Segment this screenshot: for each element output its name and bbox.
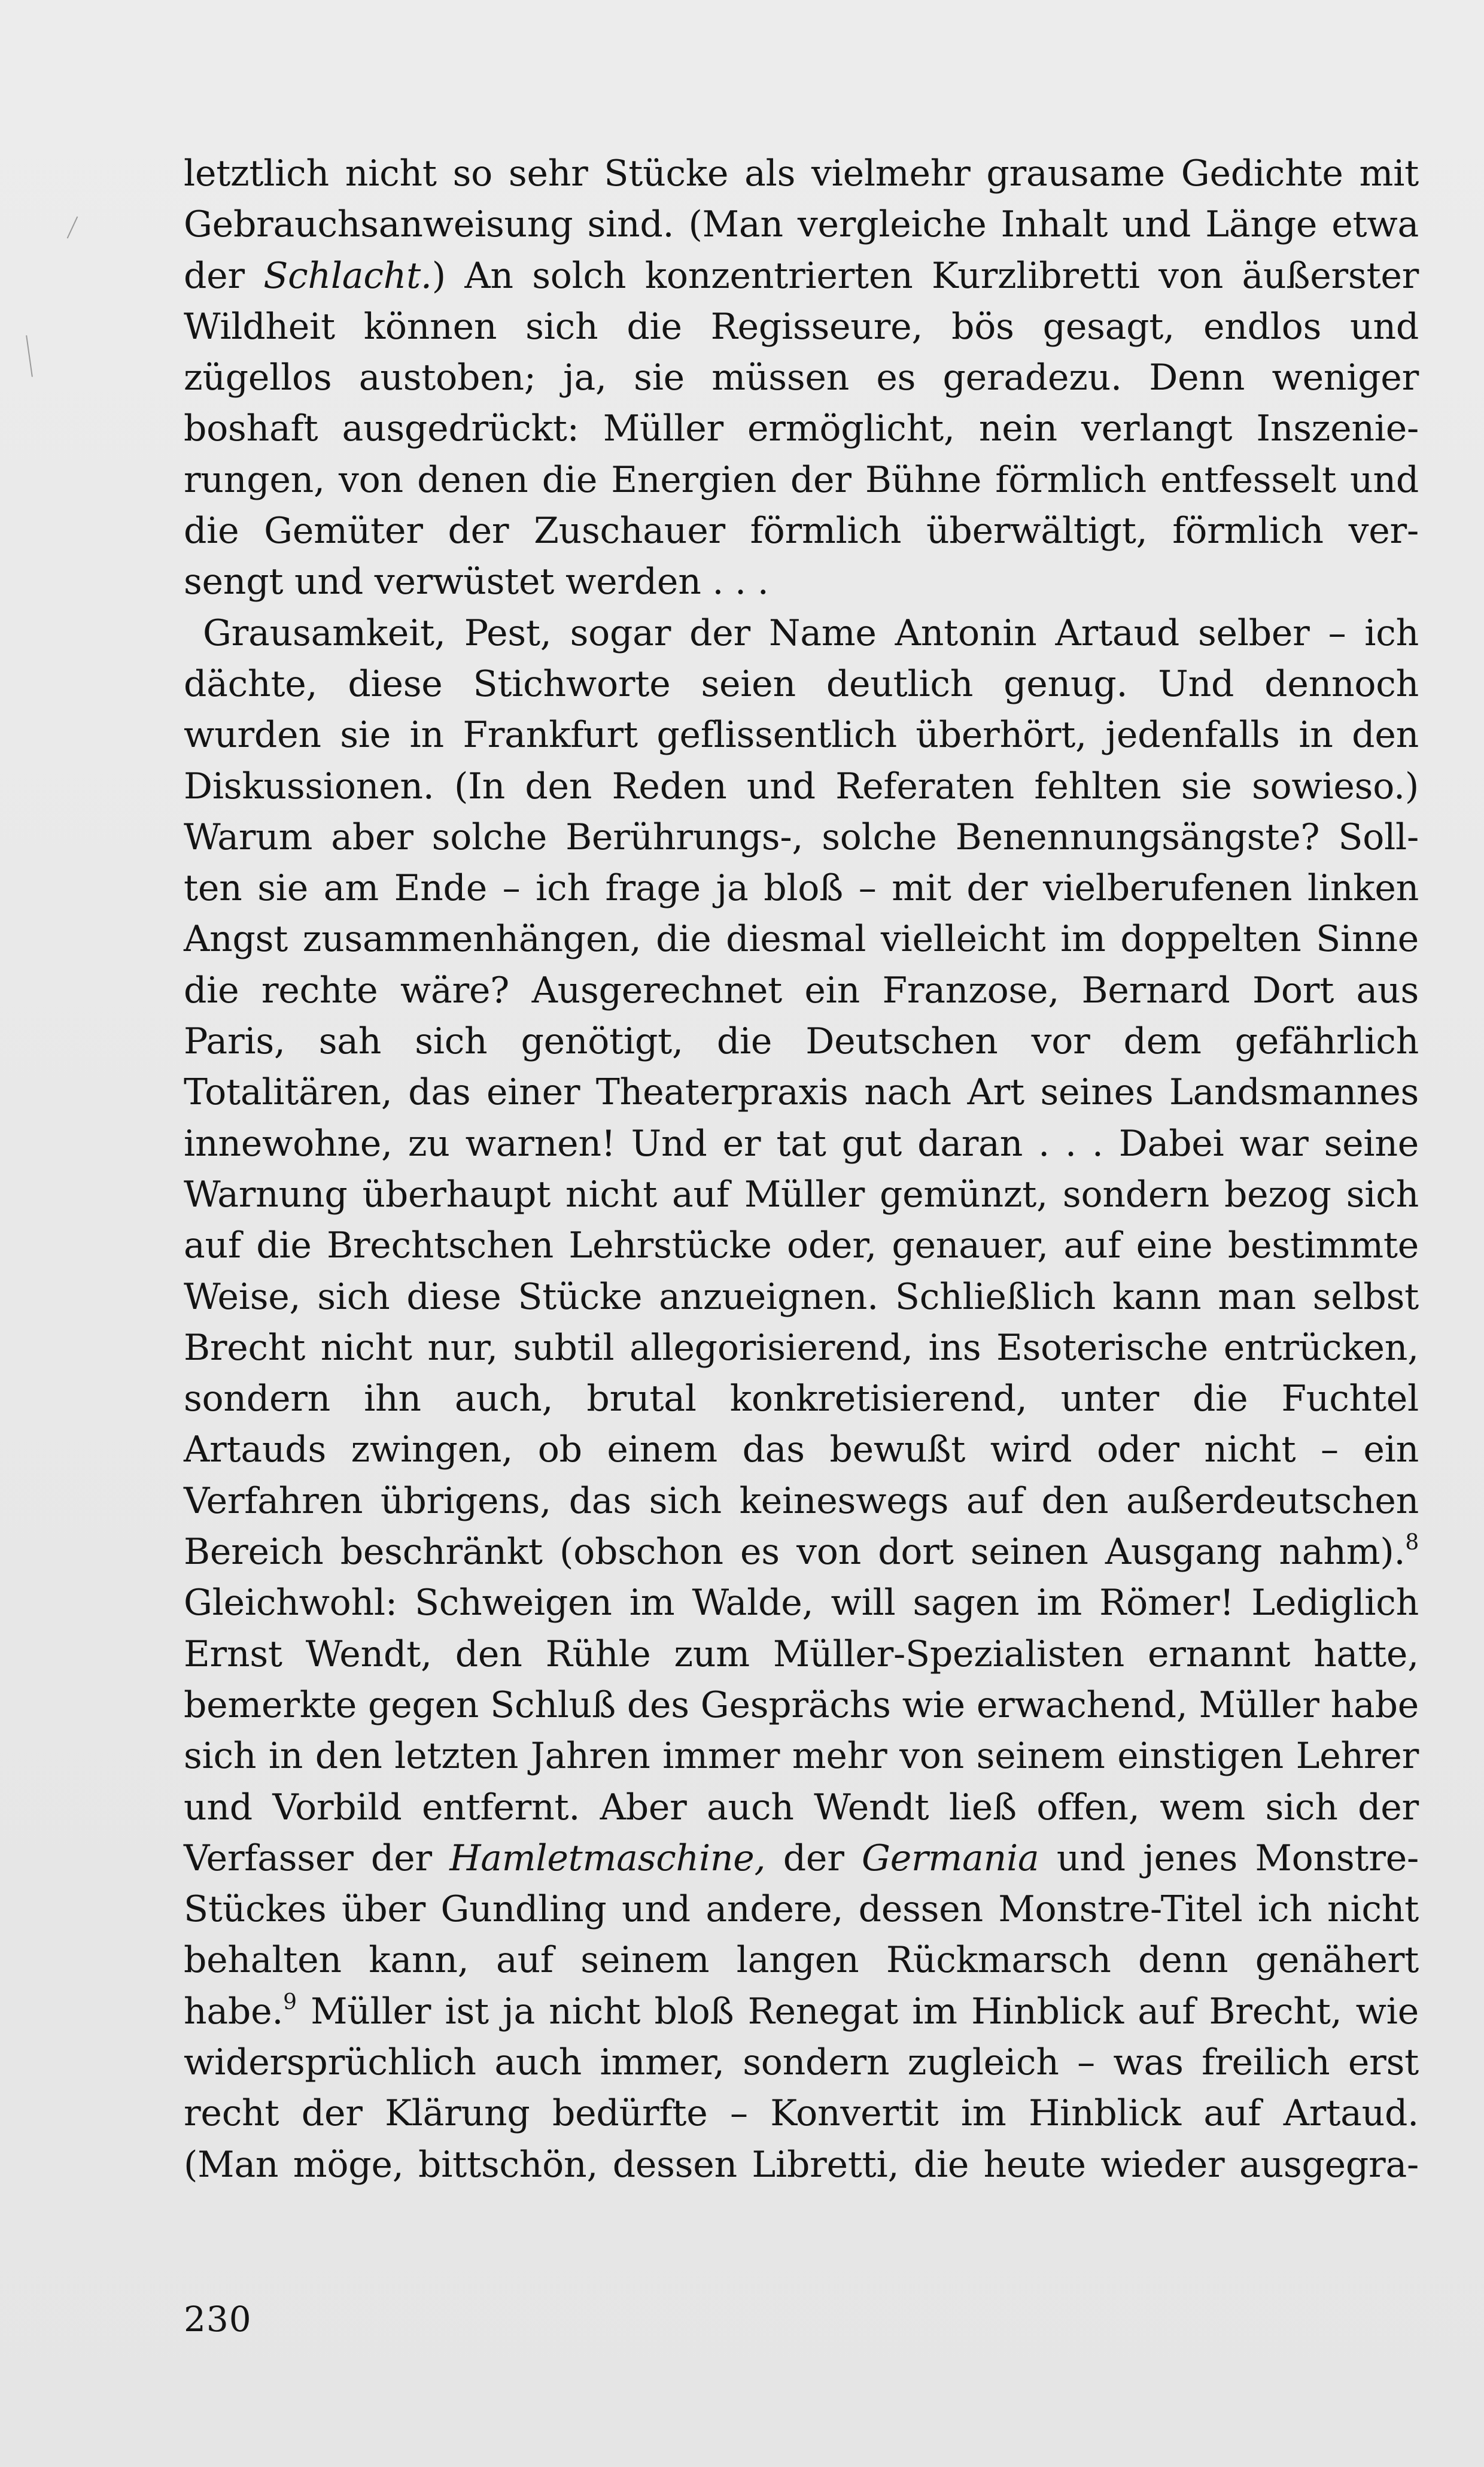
- text-line: Angst zusammenhängen, die diesmal vielleicht im doppelten Sinne: [184, 918, 1419, 961]
- text-line: Brecht nicht nur, subtil allegorisierend, ins Esoterische entrücken,: [184, 1326, 1419, 1369]
- text-line: Warnung überhaupt nicht auf Müller gemünzt, sondern bezog sich: [184, 1173, 1419, 1216]
- text-line: die rechte wäre? Ausgerechnet ein Franzose, Bernard Dort aus: [184, 969, 1419, 1011]
- text-line: die Gemüter der Zuschauer förmlich überwältigt, förmlich ver-: [184, 510, 1419, 552]
- text-line: innewohne, zu warnen! Und er tat gut daran . . . Dabei war seine: [184, 1122, 1419, 1165]
- text-line: Stückes über Gundling und andere, dessen Monstre-Titel ich nicht: [184, 1888, 1419, 1931]
- text-line: letztlich nicht so sehr Stücke als vielmehr grausame Gedichte mit: [184, 153, 1419, 195]
- text-line: sich in den letzten Jahren immer mehr von seinem einstigen Lehrer: [184, 1735, 1419, 1778]
- text-line: Paris, sah sich genötigt, die Deutschen vor dem gefährlich: [184, 1020, 1419, 1063]
- text-line: ten sie am Ende – ich frage ja bloß – mit der vielberufenen linken: [184, 867, 1419, 910]
- text-line: wurden sie in Frankfurt geflissentlich überhört, jedenfalls in den: [184, 714, 1419, 756]
- text-line: zügellos austoben; ja, sie müssen es geradezu. Denn weniger: [184, 357, 1419, 399]
- paragraph-start-line: Grausamkeit, Pest, sogar der Name Antonin Artaud selber – ich: [203, 612, 1419, 654]
- text-line: Weise, sich diese Stücke anzueignen. Schließlich kann man selbst: [184, 1275, 1419, 1318]
- text-line: (Man möge, bittschön, dessen Libretti, die heute wieder ausgegra-: [184, 2143, 1419, 2186]
- text-line: boshaft ausgedrückt: Müller ermöglicht, nein verlangt Inszenie-: [184, 408, 1419, 450]
- margin-pencil-mark: [67, 216, 78, 238]
- text-line: Artauds zwingen, ob einem das bewußt wird oder nicht – ein: [184, 1429, 1419, 1471]
- italic-title: Germania: [862, 1837, 1039, 1879]
- margin-pencil-mark: [26, 335, 33, 377]
- italic-title: Schlacht.: [263, 254, 432, 297]
- text-line: Bereich beschränkt (obschon es von dort seinen Ausgang nahm).$^8$: [184, 1530, 1419, 1573]
- text-line: Wildheit können sich die Regisseure, bös gesagt, endlos und: [184, 305, 1419, 348]
- page-number: 230: [184, 2299, 252, 2340]
- text-line: sondern ihn auch, brutal konkretisierend, unter die Fuchtel: [184, 1378, 1419, 1420]
- text-line: habe.$^9$ Müller ist ja nicht bloß Renegat im Hinblick auf Brecht, wie: [184, 1989, 1419, 2032]
- text-line: Verfahren übrigens, das sich keineswegs auf den außerdeutschen: [184, 1479, 1419, 1522]
- text-line: Warum aber solche Berührungs-, solche Benennungsängste? Soll-: [184, 816, 1419, 858]
- text-line: dächte, diese Stichworte seien deutlich genug. Und dennoch: [184, 663, 1419, 705]
- footnote-marker: 9: [283, 1989, 297, 2015]
- body-text: [184, 148, 1419, 2190]
- text-line: bemerkte gegen Schluß des Gesprächs wie erwachend, Müller habe: [184, 1684, 1419, 1726]
- footnote-marker: 8: [1405, 1530, 1419, 1555]
- text-line: behalten kann, auf seinem langen Rückmarsch denn genähert: [184, 1939, 1419, 1982]
- text-line: Gleichwohl: Schweigen im Walde, will sagen im Römer! Lediglich: [184, 1582, 1419, 1624]
- text-line: Gebrauchsanweisung sind. (Man vergleiche Inhalt und Länge etwa: [184, 203, 1419, 246]
- text-line: rungen, von denen die Energien der Bühne förmlich entfesselt und: [184, 458, 1419, 501]
- text-line: Totalitären, das einer Theaterpraxis nach Art seines Landsmannes: [184, 1071, 1419, 1114]
- text-line: Diskussionen. (In den Reden und Referaten fehlten sie sowieso.): [184, 765, 1419, 807]
- italic-title: Hamletmaschine,: [449, 1837, 766, 1879]
- text-line: recht der Klärung bedürfte – Konvertit im Hinblick auf Artaud.: [184, 2092, 1419, 2135]
- text-line: sengt und verwüstet werden . . .: [184, 561, 769, 603]
- text-line: widersprüchlich auch immer, sondern zugleich – was freilich erst: [184, 2041, 1419, 2083]
- text-line: Ernst Wendt, den Rühle zum Müller-Spezialisten ernannt hatte,: [184, 1633, 1419, 1675]
- text-line: auf die Brechtschen Lehrstücke oder, genauer, auf eine bestimmte: [184, 1225, 1419, 1267]
- text-line: Verfasser der Hamletmaschine, der Germania und jenes Monstre-: [184, 1837, 1419, 1879]
- text-line: und Vorbild entfernt. Aber auch Wendt ließ offen, wem sich der: [184, 1786, 1419, 1828]
- text-line: der Schlacht.) An solch konzentrierten Kurzlibretti von äußerster: [184, 254, 1419, 297]
